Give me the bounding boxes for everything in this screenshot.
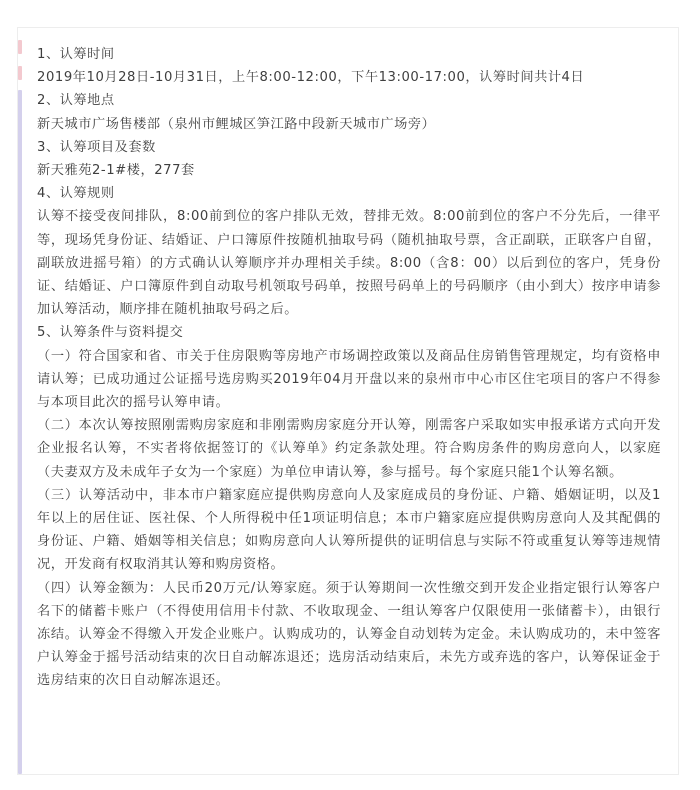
section-heading: 1、认筹时间: [37, 47, 115, 62]
paragraph: 2019年10月28日-10月31日，上午8:00-12:00，下午13:00-17:00，认筹时间共计4日: [37, 70, 585, 86]
section-heading: 4、认筹规则: [37, 186, 115, 202]
section-heading: 5、认筹条件与资料提交: [37, 325, 184, 341]
paragraph: （二）本次认筹按照刚需购房家庭和非刚需购房家庭分开认筹，刚需客户采取如实申报承诺方式向开发企业报名认筹，不实者将依据签订的《认筹单》约定条款处理。符合购房条件的购房意向人，以家庭（夫妻双方及未成年子女为一个家庭）为单位申请认筹，参与摇号。每个家庭只能1个认筹名额。: [37, 418, 661, 480]
paragraph: 认筹不接受夜间排队，8:00前到位的客户排队无效，替排无效。8:00前到位的客户不分先后，一律平等，现场凭身份证、结婚证、户口簿原件按随机抽取号码（随机抽取号票，含正副联，正联客户自留，副联放进摇号箱）的方式确认认筹顺序并办理相关手续。8:00（含8：00）以后到位的客户，凭身份证、结婚证、户口簿原件到自动取号机领取号码单，按照号码单上的号码顺序（由小到大）按序申请参加认筹活动，顺序排在随机抽取号码之后。: [37, 209, 661, 318]
paragraph: 新天城市广场售楼部（泉州市鲤城区笋江路中段新天城市广场旁）: [37, 116, 436, 132]
article-body: [37, 43, 661, 693]
accent-bar-lavender: [18, 90, 22, 774]
accent-bar-pink: [18, 66, 22, 80]
section-heading: 3、认筹项目及套数: [37, 139, 156, 155]
paragraph: （四）认筹金额为：人民币20万元/认筹家庭。须于认筹期间一次性缴交到开发企业指定银行认筹客户名下的储蓄卡账户（不得使用信用卡付款、不收取现金、一组认筹客户仅限使用一张储蓄卡），由银行冻结。认筹金不得缴入开发企业账户。认购成功的，认筹金自动划转为定金。未认购成功的，未中签客户认筹金于摇号活动结束的次日自动解冻退还；选房活动结束后，未先方或弃选的客户，认筹保证金于选房结束的次日自动解冻退还。: [37, 580, 661, 689]
paragraph: （一）符合国家和省、市关于住房限购等房地产市场调控政策以及商品住房销售管理规定，均有资格申请认筹；已成功通过公证摇号选房购买2019年04月开盘以来的泉州市中心市区住宅项目的客户不得参与本项目此次的摇号认筹申请。: [37, 348, 661, 411]
paragraph: 新天雅苑2-1#楼，277套: [37, 163, 195, 179]
paragraph: （三）认筹活动中，非本市户籍家庭应提供购房意向人及家庭成员的身份证、户籍、婚姻证明，以及1年以上的居住证、医社保、个人所得税中任1项证明信息；本市户籍家庭应提供购房意向人及其配偶的身份证、户籍、婚姻等相关信息；如购房意向人认筹所提供的证明信息与实际不符或重复认筹等违规情况，开发商有权取消其认筹和购房资格。: [37, 487, 661, 573]
accent-bar-pink: [18, 40, 22, 54]
section-heading: 2、认筹地点: [37, 93, 115, 109]
